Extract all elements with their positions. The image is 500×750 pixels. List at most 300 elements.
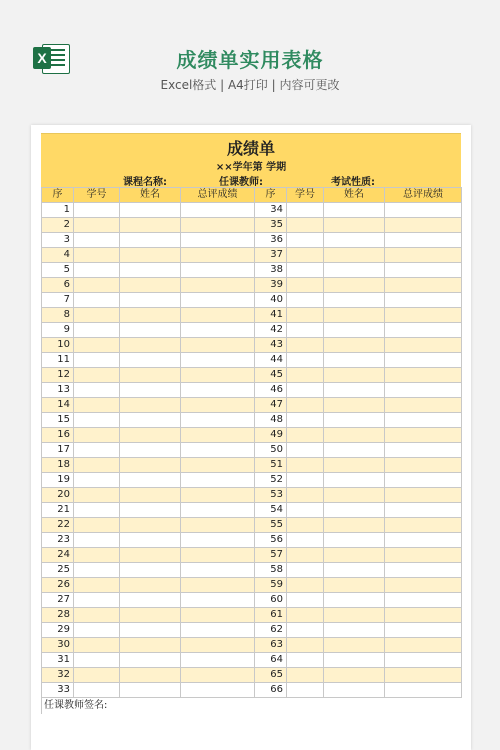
name-cell[interactable] [324,278,385,293]
seq-cell: 8 [42,308,74,323]
seq-cell: 32 [42,668,74,683]
student-id-cell[interactable] [74,233,120,248]
name-cell[interactable] [324,458,385,473]
score-cell[interactable] [181,578,255,593]
student-id-cell[interactable] [74,263,120,278]
name-cell[interactable] [324,383,385,398]
seq-cell: 43 [255,338,287,353]
name-cell[interactable] [324,413,385,428]
table-row [42,488,462,503]
score-cell[interactable] [181,563,255,578]
score-cell[interactable] [385,368,462,383]
column-header: 学号 [74,188,120,203]
score-cell[interactable] [181,338,255,353]
score-cell[interactable] [385,398,462,413]
student-id-cell[interactable] [74,518,120,533]
column-header: 姓名 [120,188,181,203]
student-id-cell[interactable] [287,563,324,578]
score-cell[interactable] [385,458,462,473]
table-row [42,563,462,578]
score-cell[interactable] [181,278,255,293]
name-cell[interactable] [120,413,181,428]
table-row [42,443,462,458]
table-row [42,578,462,593]
name-cell[interactable] [120,443,181,458]
name-cell[interactable] [120,248,181,263]
name-cell[interactable] [324,683,385,698]
score-cell[interactable] [385,623,462,638]
score-cell[interactable] [181,233,255,248]
seq-cell: 61 [255,608,287,623]
seq-cell: 21 [42,503,74,518]
name-cell[interactable] [324,518,385,533]
seq-cell: 41 [255,308,287,323]
student-id-cell[interactable] [74,578,120,593]
score-cell[interactable] [181,353,255,368]
score-cell[interactable] [181,548,255,563]
score-cell[interactable] [385,653,462,668]
seq-cell: 27 [42,593,74,608]
table-row [42,533,462,548]
student-id-cell[interactable] [74,323,120,338]
exam-type-label: 考试性质: [331,177,375,188]
student-id-cell[interactable] [74,683,120,698]
seq-cell: 62 [255,623,287,638]
name-cell[interactable] [324,398,385,413]
name-cell[interactable] [324,578,385,593]
seq-cell: 24 [42,548,74,563]
student-id-cell[interactable] [287,218,324,233]
student-id-cell[interactable] [287,473,324,488]
seq-cell: 23 [42,533,74,548]
name-cell[interactable] [120,203,181,218]
name-cell[interactable] [120,323,181,338]
table-row [42,623,462,638]
seq-cell: 22 [42,518,74,533]
student-id-cell[interactable] [287,323,324,338]
name-cell[interactable] [324,323,385,338]
student-id-cell[interactable] [287,653,324,668]
column-header: 序 [255,188,287,203]
student-id-cell[interactable] [287,428,324,443]
student-id-cell[interactable] [74,398,120,413]
score-cell[interactable] [385,503,462,518]
name-cell[interactable] [324,548,385,563]
student-id-cell[interactable] [287,638,324,653]
score-cell[interactable] [385,278,462,293]
table-row [42,518,462,533]
score-cell[interactable] [385,263,462,278]
seq-cell: 56 [255,533,287,548]
seq-cell: 26 [42,578,74,593]
name-cell[interactable] [324,308,385,323]
name-cell[interactable] [120,533,181,548]
name-cell[interactable] [120,368,181,383]
column-header: 总评成绩 [181,188,255,203]
column-header: 姓名 [324,188,385,203]
seq-cell: 44 [255,353,287,368]
score-cell[interactable] [385,293,462,308]
name-cell[interactable] [324,563,385,578]
table-row [42,368,462,383]
name-cell[interactable] [324,488,385,503]
score-cell[interactable] [181,308,255,323]
student-id-cell[interactable] [74,443,120,458]
student-id-cell[interactable] [287,278,324,293]
score-cell[interactable] [181,593,255,608]
name-cell[interactable] [120,473,181,488]
name-cell[interactable] [324,638,385,653]
student-id-cell[interactable] [287,383,324,398]
seq-cell: 33 [42,683,74,698]
score-cell[interactable] [385,608,462,623]
student-id-cell[interactable] [287,203,324,218]
score-cell[interactable] [385,548,462,563]
score-cell[interactable] [385,218,462,233]
seq-cell: 31 [42,653,74,668]
table-row [42,638,462,653]
student-id-cell[interactable] [74,278,120,293]
student-id-cell[interactable] [287,248,324,263]
table-row [42,608,462,623]
student-id-cell[interactable] [287,533,324,548]
name-cell[interactable] [120,548,181,563]
student-id-cell[interactable] [74,638,120,653]
score-cell[interactable] [181,623,255,638]
score-cell[interactable] [385,488,462,503]
name-cell[interactable] [324,218,385,233]
name-cell[interactable] [120,293,181,308]
table-row [42,338,462,353]
name-cell[interactable] [120,668,181,683]
name-cell[interactable] [324,368,385,383]
student-id-cell[interactable] [287,338,324,353]
score-cell[interactable] [385,443,462,458]
grades-table [41,187,462,698]
seq-cell: 15 [42,413,74,428]
seq-cell: 10 [42,338,74,353]
name-cell[interactable] [324,293,385,308]
seq-cell: 14 [42,398,74,413]
score-cell[interactable] [385,383,462,398]
score-cell[interactable] [181,518,255,533]
table-row [42,413,462,428]
score-cell[interactable] [385,593,462,608]
table-row [42,323,462,338]
table-row [42,653,462,668]
seq-cell: 59 [255,578,287,593]
seq-cell: 1 [42,203,74,218]
score-cell[interactable] [181,638,255,653]
seq-cell: 6 [42,278,74,293]
name-cell[interactable] [120,383,181,398]
student-id-cell[interactable] [74,503,120,518]
student-id-cell[interactable] [74,488,120,503]
seq-cell: 37 [255,248,287,263]
table-row [42,428,462,443]
page-title: 成绩单实用表格 [176,48,324,72]
seq-cell: 3 [42,233,74,248]
name-cell[interactable] [324,608,385,623]
student-id-cell[interactable] [74,473,120,488]
seq-cell: 18 [42,458,74,473]
name-cell[interactable] [120,458,181,473]
table-row [42,683,462,698]
table-row [42,383,462,398]
seq-cell: 28 [42,608,74,623]
score-cell[interactable] [181,398,255,413]
document-preview [31,125,471,750]
student-id-cell[interactable] [287,368,324,383]
name-cell[interactable] [120,518,181,533]
student-id-cell[interactable] [74,653,120,668]
student-id-cell[interactable] [287,503,324,518]
seq-cell: 4 [42,248,74,263]
student-id-cell[interactable] [287,293,324,308]
student-id-cell[interactable] [74,668,120,683]
seq-cell: 9 [42,323,74,338]
name-cell[interactable] [120,608,181,623]
name-cell[interactable] [324,233,385,248]
seq-cell: 2 [42,218,74,233]
table-row [42,218,462,233]
student-id-cell[interactable] [74,248,120,263]
student-id-cell[interactable] [287,593,324,608]
score-cell[interactable] [385,683,462,698]
student-id-cell[interactable] [74,623,120,638]
seq-cell: 57 [255,548,287,563]
student-id-cell[interactable] [287,308,324,323]
student-id-cell[interactable] [74,338,120,353]
name-cell[interactable] [324,668,385,683]
name-cell[interactable] [120,488,181,503]
name-cell[interactable] [120,578,181,593]
name-cell[interactable] [120,503,181,518]
name-cell[interactable] [120,338,181,353]
score-cell[interactable] [181,473,255,488]
name-cell[interactable] [324,428,385,443]
name-cell[interactable] [120,308,181,323]
score-cell[interactable] [181,248,255,263]
seq-cell: 65 [255,668,287,683]
score-cell[interactable] [181,503,255,518]
seq-cell: 30 [42,638,74,653]
score-cell[interactable] [385,323,462,338]
column-header: 总评成绩 [385,188,462,203]
student-id-cell[interactable] [74,458,120,473]
student-id-cell[interactable] [287,548,324,563]
seq-cell: 66 [255,683,287,698]
name-cell[interactable] [324,248,385,263]
seq-cell: 20 [42,488,74,503]
name-cell[interactable] [120,653,181,668]
score-cell[interactable] [181,428,255,443]
sheet-title: 成绩单 [226,139,275,158]
score-cell[interactable] [385,248,462,263]
table-header-row [42,188,462,203]
name-cell[interactable] [324,623,385,638]
name-cell[interactable] [120,353,181,368]
excel-x-badge: X [33,47,51,69]
student-id-cell[interactable] [287,443,324,458]
teacher-signature-label: 任课教师签名: [41,698,461,714]
seq-cell: 64 [255,653,287,668]
grade-sheet [41,133,461,714]
score-cell[interactable] [385,668,462,683]
student-id-cell[interactable] [287,623,324,638]
page-subtitle: Excel格式 | A4打印 | 内容可更改 [160,78,340,92]
table-row [42,473,462,488]
table-row [42,278,462,293]
score-cell[interactable] [181,488,255,503]
score-cell[interactable] [385,203,462,218]
name-cell[interactable] [120,683,181,698]
seq-cell: 39 [255,278,287,293]
score-cell[interactable] [181,368,255,383]
name-cell[interactable] [324,338,385,353]
table-row [42,233,462,248]
seq-cell: 48 [255,413,287,428]
name-cell[interactable] [324,503,385,518]
name-cell[interactable] [324,653,385,668]
student-id-cell[interactable] [74,218,120,233]
seq-cell: 13 [42,383,74,398]
table-row [42,458,462,473]
table-row [42,293,462,308]
seq-cell: 45 [255,368,287,383]
score-cell[interactable] [385,578,462,593]
name-cell[interactable] [324,353,385,368]
student-id-cell[interactable] [74,203,120,218]
score-cell[interactable] [385,338,462,353]
name-cell[interactable] [120,638,181,653]
score-cell[interactable] [181,413,255,428]
name-cell[interactable] [120,563,181,578]
score-cell[interactable] [181,218,255,233]
student-id-cell[interactable] [287,683,324,698]
student-id-cell[interactable] [287,488,324,503]
seq-cell: 50 [255,443,287,458]
seq-cell: 25 [42,563,74,578]
seq-cell: 40 [255,293,287,308]
seq-cell: 53 [255,488,287,503]
score-cell[interactable] [385,308,462,323]
student-id-cell[interactable] [74,548,120,563]
seq-cell: 63 [255,638,287,653]
student-id-cell[interactable] [287,578,324,593]
student-id-cell[interactable] [287,398,324,413]
student-id-cell[interactable] [287,413,324,428]
score-cell[interactable] [385,353,462,368]
name-cell[interactable] [324,263,385,278]
course-name-label: 课程名称: [123,177,167,188]
score-cell[interactable] [385,413,462,428]
name-cell[interactable] [120,428,181,443]
score-cell[interactable] [385,518,462,533]
score-cell[interactable] [181,443,255,458]
name-cell[interactable] [324,443,385,458]
table-row [42,263,462,278]
student-id-cell[interactable] [287,458,324,473]
student-id-cell[interactable] [74,368,120,383]
student-id-cell[interactable] [74,428,120,443]
score-cell[interactable] [181,203,255,218]
score-cell[interactable] [181,683,255,698]
student-id-cell[interactable] [74,383,120,398]
score-cell[interactable] [181,608,255,623]
student-id-cell[interactable] [74,533,120,548]
student-id-cell[interactable] [287,263,324,278]
seq-cell: 29 [42,623,74,638]
seq-cell: 7 [42,293,74,308]
name-cell[interactable] [120,398,181,413]
column-header: 序 [42,188,74,203]
seq-cell: 52 [255,473,287,488]
student-id-cell[interactable] [74,293,120,308]
seq-cell: 54 [255,503,287,518]
student-id-cell[interactable] [74,593,120,608]
student-id-cell[interactable] [287,668,324,683]
name-cell[interactable] [120,233,181,248]
student-id-cell[interactable] [287,518,324,533]
seq-cell: 12 [42,368,74,383]
name-cell[interactable] [120,623,181,638]
score-cell[interactable] [181,533,255,548]
sheet-header [41,133,461,187]
student-id-cell[interactable] [74,353,120,368]
student-id-cell[interactable] [287,353,324,368]
score-cell[interactable] [181,383,255,398]
seq-cell: 34 [255,203,287,218]
student-id-cell[interactable] [287,608,324,623]
student-id-cell[interactable] [287,233,324,248]
name-cell[interactable] [324,203,385,218]
student-id-cell[interactable] [74,608,120,623]
name-cell[interactable] [120,593,181,608]
name-cell[interactable] [120,263,181,278]
score-cell[interactable] [181,668,255,683]
name-cell[interactable] [324,473,385,488]
seq-cell: 42 [255,323,287,338]
score-cell[interactable] [181,323,255,338]
seq-cell: 49 [255,428,287,443]
score-cell[interactable] [181,263,255,278]
score-cell[interactable] [385,533,462,548]
name-cell[interactable] [120,278,181,293]
score-cell[interactable] [385,233,462,248]
name-cell[interactable] [324,593,385,608]
seq-cell: 38 [255,263,287,278]
table-row [42,593,462,608]
score-cell[interactable] [385,473,462,488]
score-cell[interactable] [385,638,462,653]
score-cell[interactable] [181,458,255,473]
student-id-cell[interactable] [74,308,120,323]
score-cell[interactable] [181,293,255,308]
student-id-cell[interactable] [74,563,120,578]
seq-cell: 55 [255,518,287,533]
table-row [42,668,462,683]
seq-cell: 11 [42,353,74,368]
score-cell[interactable] [385,563,462,578]
seq-cell: 46 [255,383,287,398]
seq-cell: 47 [255,398,287,413]
name-cell[interactable] [120,218,181,233]
student-id-cell[interactable] [74,413,120,428]
name-cell[interactable] [324,533,385,548]
score-cell[interactable] [385,428,462,443]
score-cell[interactable] [181,653,255,668]
